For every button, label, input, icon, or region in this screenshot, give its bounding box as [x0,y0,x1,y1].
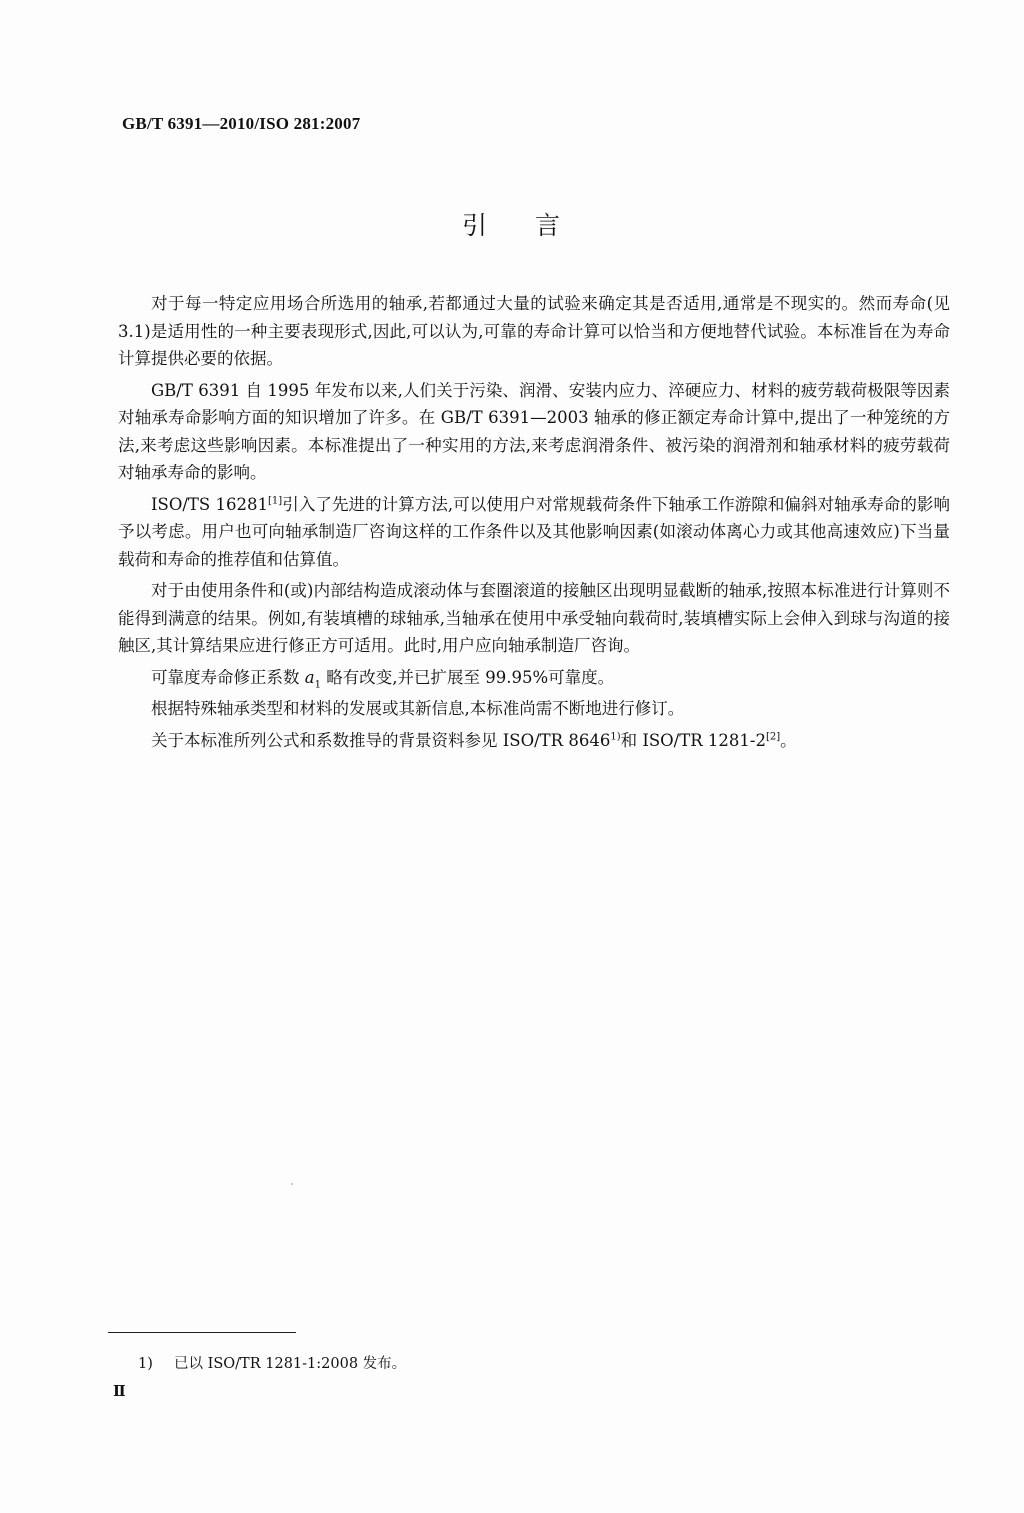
paragraph-5-lead: 可靠度寿命修正系数 [151,667,305,687]
paragraph-7-mid: 和 ISO/TR 1281-2 [620,730,766,750]
variable-a-subscript: 1 [314,678,321,690]
paragraph-4: 对于由使用条件和(或)内部结构造成滚动体与套圈滚道的接触区出现明显截断的轴承,按照本标准进行计算则不能得到满意的结果。例如,有装填槽的球轴承,当轴承在使用中承受轴向载荷时,装填槽实际上会伸入到球与沟道的接触区,其计算结果应进行修正方可适用。此时,用户应向轴承制造厂咨询。 [118,581,950,655]
paragraph-3-lead: ISO/TS 16281 [151,494,269,514]
paragraph-5 [118,664,950,692]
standard-code-header: GB/T 6391—2010/ISO 281:2007 [122,114,361,133]
footnote-text: 已以 ISO/TR 1281-1:2008 发布。 [174,1356,407,1372]
footnote-number: 1) [138,1356,153,1372]
page-number: Ⅱ [113,1384,126,1400]
paragraph-6: 根据特殊轴承类型和材料的发展或其新信息,本标准尚需不断地进行修订。 [151,699,685,718]
paragraph-3-rest: 引入了先进的计算方法,可以使用户对常规载荷条件下轴承工作游隙和偏斜对轴承寿命的影响予以考虑。用户也可向轴承制造厂咨询这样的工作条件以及其他影响因素(如滚动体离心力或其他高速效应)下当量载荷和寿命的推荐值和估算值。 [118,494,950,569]
paragraph-7 [118,727,950,755]
reference-2: [2] [765,731,781,742]
body-text [118,290,950,758]
footnote-divider [108,1332,296,1333]
footnote [138,1352,406,1373]
variable-a: a [304,667,315,687]
page-title: 引言 [461,211,608,240]
paragraph-7-lead: 关于本标准所列公式和系数推导的背景资料参见 ISO/TR 8646 [151,730,611,750]
footnote-ref-1: 1) [610,731,621,742]
paragraph-3 [118,491,950,574]
paragraph-5-rest: 略有改变,并已扩展至 99.95%可靠度。 [320,667,615,687]
paragraph-7-end: 。 [780,730,797,750]
paragraph-2: GB/T 6391 自 1995 年发布以来,人们关于污染、润滑、安装内应力、淬硬应力、材料的疲劳载荷极限等因素对轴承寿命影响方面的知识增加了许多。在 GB/T 6391—2003 轴承的修正额定寿命计算中,提出了一种笼统的方法,来考虑这些影响因素。本标准提出了一种实用的方法,来考虑润滑条件、被污染的润滑剂和轴承材料的疲劳载荷对轴承寿命的影响。 [118,380,950,482]
paragraph-1: 对于每一特定应用场合所选用的轴承,若都通过大量的试验来确定其是否适用,通常是不现实的。然而寿命(见 3.1)是适用性的一种主要表现形式,因此,可以认为,可靠的寿命计算可以恰当和方便地替代试验。本标准旨在为寿命计算提供必要的依据。 [118,294,950,368]
reference-1: [1] [268,495,283,506]
scan-speck [291,1183,293,1185]
